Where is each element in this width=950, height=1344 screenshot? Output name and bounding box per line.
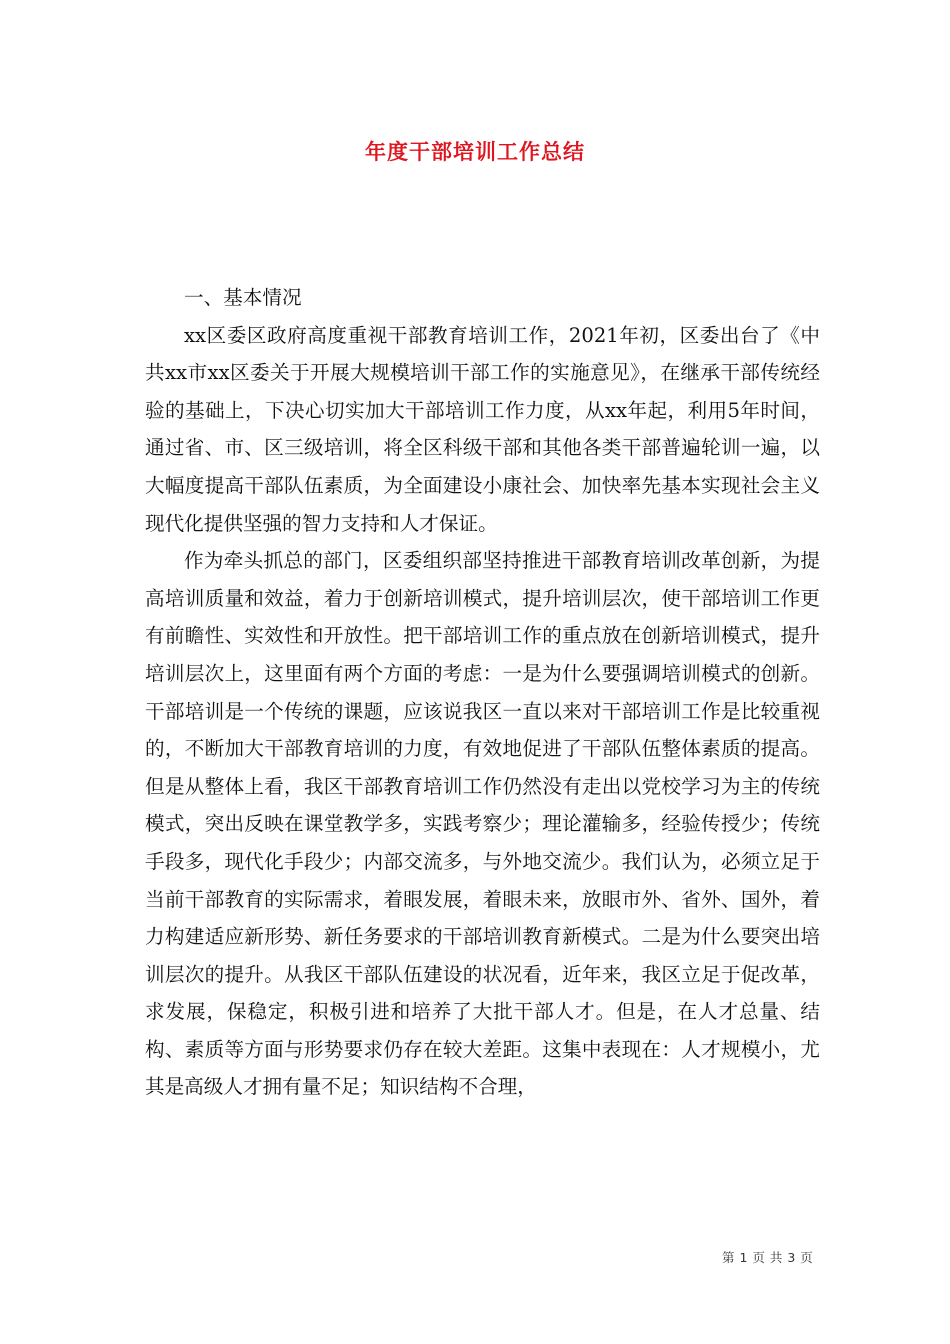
page-indicator: 第 1 页 共 3 页 [722, 1250, 814, 1265]
paragraph: 作为牵头抓总的部门，区委组织部坚持推进干部教育培训改革创新，为提高培训质量和效益，着力于创新培训模式，提升培训层次，使干部培训工作更有前瞻性、实效性和开放性。把干部培训工作的重点放在创新培训模式，提升培训层次上，这里面有两个方面的考虑：一是为什么要强调培训模式的创新。干部培训是一个传统的课题，应该说我区一直以来对干部培训工作是比较重视的，不断加大干部教育培训的力度，有效地促进了干部队伍整体素质的提高。但是从整体上看，我区干部教育培训工作仍然没有走出以党校学习为主的传统模式，突出反映在课堂教学多，实践考察少；理论灌输多，经验传授少；传统手段多，现代化手段少；内部交流多，与外地交流少。我们认为，必须立足于当前干部教育的实际需求，着眼发展，着眼未来，放眼市外、省外、国外，着力构建适应新形势、新任务要求的干部培训教育新模式。二是为什么要突出培训层次的提升。从我区干部队伍建设的状况看，近年来，我区立足于促改革，求发展，保稳定，积极引进和培养了大批干部人才。但是，在人才总量、结构、素质等方面与形势要求仍存在较大差距。这集中表现在：人才规模小，尤其是高级人才拥有量不足；知识结构不合理， [145, 549, 820, 1099]
section-heading: 一、基本情况 [184, 286, 302, 309]
paragraph: xx区委区政府高度重视干部教育培训工作，2021年初，区委出台了《中共xx市xx区委关于开展大规模培训干部工作的实施意见》，在继承干部传统经验的基础上，下决心切实加大干部培训工作力度，从xx年起，利用5年时间，通过省、市、区三级培训，将全区科级干部和其他各类干部普遍轮训一遍，以大幅度提高干部队伍素质，为全面建设小康社会、加快率先基本实现社会主义现代化提供坚强的智力支持和人才保证。 [145, 323, 820, 535]
document-body [145, 279, 820, 1106]
document-title: 年度干部培训工作总结 [365, 140, 585, 164]
